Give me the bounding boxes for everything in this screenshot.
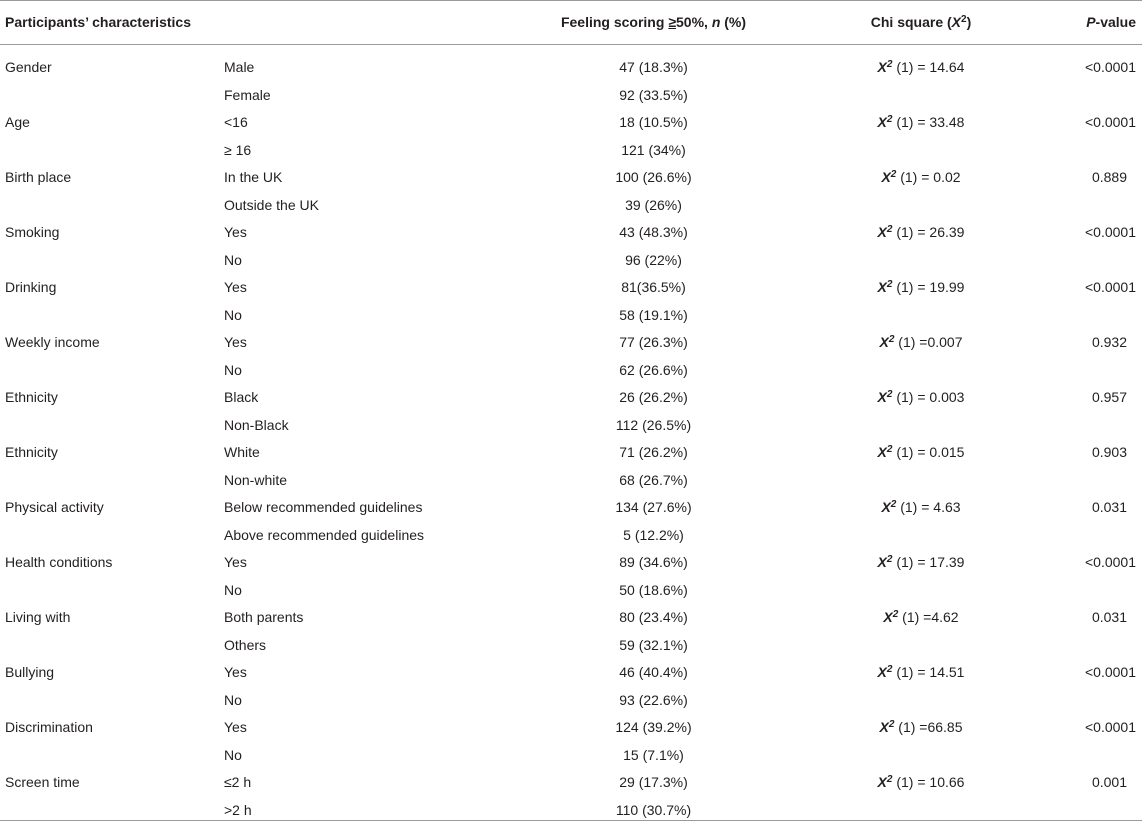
chi-value: (1) = 17.39 [896,554,964,570]
chi-symbol: X [881,169,890,185]
row-feeling-value: 26 (26.2%) [548,384,759,412]
header-chi-square [833,0,1009,44]
row-group: Living with [5,604,70,632]
row-p-value [1040,302,1136,330]
chi-exponent: 2 [887,554,893,565]
row-chi-square [833,632,1009,660]
chi-symbol: X [881,499,890,515]
chi-exponent: 2 [891,169,897,180]
chi-exponent: 2 [887,224,893,235]
row-feeling-value: 46 (40.4%) [548,659,759,687]
row-p-value: 0.001 [1040,769,1127,797]
chi-symbol: X [878,279,887,295]
row-level: Black [224,384,258,412]
table-row [0,412,1142,440]
table-row [0,494,1142,522]
row-chi-square [833,54,1009,82]
row-chi-square [833,274,1009,302]
table-row [0,769,1142,797]
chi-value: (1) = 0.015 [896,444,964,460]
row-p-value [1040,577,1136,605]
row-level: Female [224,82,271,110]
row-chi-square [833,687,1009,715]
row-level: Non-white [224,467,287,495]
header-p-suffix: -value [1096,14,1136,30]
header-feeling-suffix: 50%, [676,14,712,30]
row-level: No [224,302,242,330]
row-level: ≤2 h [224,769,251,797]
row-feeling-value: 110 (30.7%) [548,797,759,824]
row-level: Non-Black [224,412,289,440]
row-group: Ethnicity [5,439,58,467]
row-p-value [1040,357,1136,385]
row-level: Others [224,632,266,660]
row-p-value [1040,247,1136,275]
chi-exponent: 2 [887,279,893,290]
row-feeling-value: 134 (27.6%) [548,494,759,522]
chi-exponent: 2 [889,719,895,730]
row-chi-square [833,357,1009,385]
row-group: Bullying [5,659,54,687]
row-chi-square [833,549,1009,577]
header-rule [0,44,1142,45]
row-p-value [1040,192,1136,220]
table-row [0,357,1142,385]
row-feeling-value: 96 (22%) [548,247,759,275]
row-chi-square [833,714,1009,742]
header-chi-label: Chi square ( [871,14,952,30]
row-feeling-value: 77 (26.3%) [548,329,759,357]
row-group: Discrimination [5,714,93,742]
row-p-value: <0.0001 [1040,659,1136,687]
table-row [0,549,1142,577]
chi-symbol: X [878,444,887,460]
row-chi-square [833,494,1009,522]
row-level: In the UK [224,164,282,192]
row-group: Screen time [5,769,80,797]
row-chi-square [833,412,1009,440]
row-chi-square [833,467,1009,495]
row-p-value: 0.889 [1040,164,1127,192]
row-p-value: 0.932 [1040,329,1127,357]
row-level: No [224,742,242,770]
row-feeling-value: 89 (34.6%) [548,549,759,577]
chi-value: (1) = 14.64 [896,59,964,75]
row-feeling-value: 62 (26.6%) [548,357,759,385]
table-row [0,742,1142,770]
table-row [0,192,1142,220]
row-group: Age [5,109,30,137]
header-chi-exp: 2 [961,14,967,25]
row-feeling-value: 15 (7.1%) [548,742,759,770]
row-chi-square [833,164,1009,192]
table-row [0,247,1142,275]
row-level: ≥ 16 [224,137,251,165]
table-row [0,82,1142,110]
row-level: Yes [224,659,247,687]
row-p-value [1040,82,1136,110]
row-level: Both parents [224,604,303,632]
row-group: Physical activity [5,494,104,522]
chi-symbol: X [878,59,887,75]
row-group: Drinking [5,274,56,302]
row-level: No [224,577,242,605]
row-feeling-value: 124 (39.2%) [548,714,759,742]
row-level: Yes [224,549,247,577]
chi-symbol: X [883,609,892,625]
row-chi-square [833,659,1009,687]
chi-value: (1) = 0.02 [900,169,960,185]
row-p-value: 0.031 [1040,604,1127,632]
row-p-value [1040,467,1136,495]
row-group: Health conditions [5,549,112,577]
row-p-value [1040,522,1136,550]
chi-exponent: 2 [887,444,893,455]
row-feeling-value: 100 (26.6%) [548,164,759,192]
header-feeling-pct: (%) [720,14,746,30]
table-row [0,659,1142,687]
row-feeling-value: 29 (17.3%) [548,769,759,797]
header-chi-close: ) [967,14,972,30]
chi-exponent: 2 [889,334,895,345]
row-level: No [224,357,242,385]
row-chi-square [833,219,1009,247]
chi-value: (1) = 26.39 [896,224,964,240]
chi-value: (1) = 14.51 [896,664,964,680]
header-feeling-prefix: Feeling scoring [561,14,668,30]
row-p-value: 0.031 [1040,494,1127,522]
row-feeling-value: 39 (26%) [548,192,759,220]
header-feeling-threshold: ≥ [668,14,676,30]
row-chi-square [833,82,1009,110]
row-chi-square [833,109,1009,137]
chi-value: (1) = 10.66 [896,774,964,790]
chi-symbol: X [879,719,888,735]
chi-exponent: 2 [887,59,893,70]
row-feeling-value: 5 (12.2%) [548,522,759,550]
row-level: <16 [224,109,248,137]
row-feeling-value: 47 (18.3%) [548,54,759,82]
table-row [0,604,1142,632]
row-level: Yes [224,714,247,742]
chi-symbol: X [878,389,887,405]
header-feeling-scoring [548,0,759,44]
row-feeling-value: 112 (26.5%) [548,412,759,440]
chi-value: (1) = 19.99 [896,279,964,295]
row-level: Above recommended guidelines [224,522,424,550]
table-row [0,329,1142,357]
row-feeling-value: 59 (32.1%) [548,632,759,660]
table-row [0,109,1142,137]
chi-value: (1) = 4.63 [900,499,960,515]
chi-exponent: 2 [887,774,893,785]
row-p-value: <0.0001 [1040,274,1136,302]
header-feeling-n: n [712,14,721,30]
row-chi-square [833,769,1009,797]
row-p-value [1040,137,1136,165]
row-chi-square [833,302,1009,330]
row-level: >2 h [224,797,252,824]
row-feeling-value: 18 (10.5%) [548,109,759,137]
row-chi-square [833,384,1009,412]
row-level: No [224,687,242,715]
row-group: Ethnicity [5,384,58,412]
chi-exponent: 2 [887,389,893,400]
chi-value: (1) =0.007 [898,334,962,350]
chi-symbol: X [878,774,887,790]
row-level: Yes [224,329,247,357]
row-p-value: <0.0001 [1040,714,1136,742]
row-level: No [224,247,242,275]
table-row [0,54,1142,82]
row-feeling-value: 81(36.5%) [548,274,759,302]
chi-value: (1) =66.85 [898,719,962,735]
row-feeling-value: 68 (26.7%) [548,467,759,495]
row-level: White [224,439,260,467]
header-p-value [1040,0,1136,44]
table-row [0,274,1142,302]
row-feeling-value: 58 (19.1%) [548,302,759,330]
table-row [0,467,1142,495]
row-level: Yes [224,219,247,247]
row-chi-square [833,137,1009,165]
row-group: Weekly income [5,329,100,357]
chi-value: (1) = 0.003 [896,389,964,405]
chi-symbol: X [878,554,887,570]
chi-value: (1) = 33.48 [896,114,964,130]
row-chi-square [833,604,1009,632]
row-chi-square [833,329,1009,357]
header-characteristics: Participants’ characteristics [5,0,191,44]
table-row [0,687,1142,715]
table-row [0,219,1142,247]
chi-exponent: 2 [887,114,893,125]
row-feeling-value: 121 (34%) [548,137,759,165]
table-row [0,302,1142,330]
chi-symbol: X [879,334,888,350]
chi-exponent: 2 [893,609,899,620]
table-row [0,384,1142,412]
header-p-letter: P [1086,14,1095,30]
row-feeling-value: 43 (48.3%) [548,219,759,247]
row-level: Below recommended guidelines [224,494,422,522]
row-p-value: <0.0001 [1040,549,1136,577]
row-chi-square [833,192,1009,220]
header-chi-symbol: X [952,14,961,30]
table-row [0,164,1142,192]
row-level: Male [224,54,254,82]
row-chi-square [833,247,1009,275]
row-group: Birth place [5,164,71,192]
row-p-value: 0.957 [1040,384,1127,412]
table-row [0,577,1142,605]
row-feeling-value: 92 (33.5%) [548,82,759,110]
chi-exponent: 2 [891,499,897,510]
row-feeling-value: 80 (23.4%) [548,604,759,632]
row-chi-square [833,742,1009,770]
row-chi-square [833,439,1009,467]
row-p-value: <0.0001 [1040,219,1136,247]
row-feeling-value: 93 (22.6%) [548,687,759,715]
row-feeling-value: 71 (26.2%) [548,439,759,467]
row-p-value: <0.0001 [1040,109,1136,137]
row-p-value [1040,412,1136,440]
row-chi-square [833,522,1009,550]
chi-symbol: X [878,664,887,680]
row-level: Yes [224,274,247,302]
row-p-value [1040,687,1136,715]
table-row [0,522,1142,550]
row-feeling-value: 50 (18.6%) [548,577,759,605]
table-row [0,439,1142,467]
chi-exponent: 2 [887,664,893,675]
table-row [0,714,1142,742]
row-p-value: 0.903 [1040,439,1127,467]
row-group: Smoking [5,219,59,247]
table-row [0,137,1142,165]
chi-symbol: X [878,114,887,130]
row-level: Outside the UK [224,192,319,220]
chi-symbol: X [878,224,887,240]
table-header [0,0,1142,44]
row-p-value [1040,742,1136,770]
chi-value: (1) =4.62 [902,609,958,625]
row-p-value: <0.0001 [1040,54,1136,82]
table-row [0,632,1142,660]
row-p-value [1040,632,1136,660]
row-group: Gender [5,54,52,82]
row-chi-square [833,577,1009,605]
